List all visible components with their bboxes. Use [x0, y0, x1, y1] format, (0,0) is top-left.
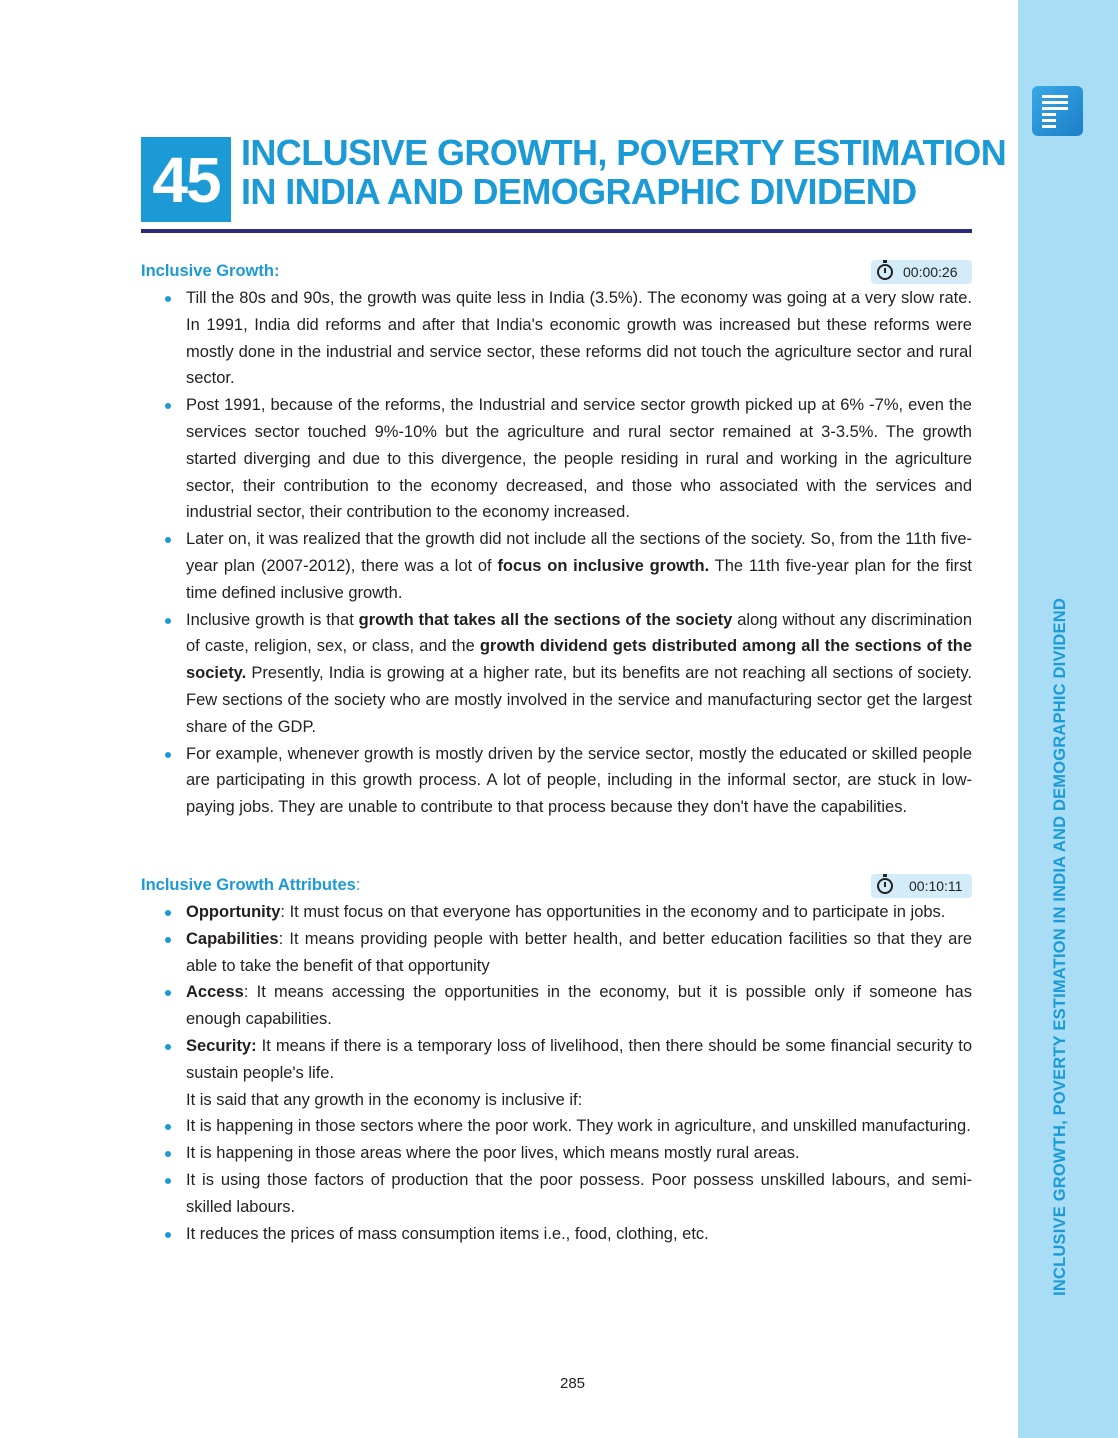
- attributes-list: [186, 899, 972, 1247]
- text: It means if there is a temporary loss of livelihood, then there should be some financial security to sustain people's life.: [186, 1036, 972, 1082]
- bold-text: growth dividend gets distributed among all the sections of the society.: [186, 637, 972, 683]
- list-item: [186, 899, 972, 926]
- chapter-sidebar: [1018, 0, 1118, 1438]
- timestamp-text: 00:00:26: [903, 264, 958, 280]
- list-item: It is happening in those areas where the poor lives, which means mostly rural areas.: [186, 1140, 972, 1167]
- list-item: [186, 926, 972, 980]
- text: : It means providing people with better health, and better education facilities so that they are able to take the benefit of that opportunity: [186, 929, 972, 975]
- list-item: [186, 1033, 972, 1087]
- bold-text: Opportunity: [186, 903, 281, 921]
- section-heading: Inclusive Growth:: [141, 262, 280, 280]
- chapter-title-line: IN INDIA AND DEMOGRAPHIC DIVIDEND: [241, 171, 917, 212]
- stopwatch-icon: [877, 264, 893, 280]
- list-item: It is happening in those sectors where the poor work. They work in agriculture, and unskilled manufacturing.: [186, 1113, 972, 1140]
- list-item: [186, 607, 972, 741]
- text: along without any discrimination of caste, religion, sex, or class, and the: [186, 610, 972, 656]
- text: : It must focus on that everyone has opportunities in the economy and to participate in jobs.: [280, 903, 946, 921]
- video-timestamp[interactable]: [871, 260, 972, 284]
- stopwatch-icon: [877, 878, 893, 894]
- bold-text: focus on inclusive growth.: [497, 556, 710, 575]
- text: : It means accessing the opportunities in the economy, but it is possible only if someone has enough capabilities.: [186, 983, 972, 1029]
- section-heading: [141, 876, 360, 895]
- list-item: [186, 526, 972, 606]
- bold-text: growth that takes all the sections of the society: [358, 610, 733, 629]
- chapter-number: 45: [141, 137, 231, 222]
- list-item: It reduces the prices of mass consumption items i.e., food, clothing, etc.: [186, 1221, 972, 1248]
- video-timestamp[interactable]: [871, 874, 972, 898]
- publisher-logo-icon: [1032, 86, 1083, 136]
- chapter-title-line: INCLUSIVE GROWTH, POVERTY ESTIMATION: [241, 132, 1007, 173]
- heading-colon: :: [355, 876, 361, 894]
- list-item: [186, 979, 972, 1033]
- note-text: It is said that any growth in the economy is inclusive if:: [186, 1090, 583, 1109]
- title-divider: [141, 229, 972, 233]
- list-item: It is using those factors of production that the poor possess. Poor possess unskilled labours, and semi-skilled labours.: [186, 1167, 972, 1221]
- timestamp-text: 00:10:11: [909, 878, 963, 894]
- heading-text: Inclusive Growth Attributes: [141, 876, 356, 894]
- bold-text: Access: [186, 983, 244, 1002]
- text: Presently, India is growing at a higher rate, but its benefits are not reaching all sections of society. Few sections of the society who are mostly involved in the service and manufacturing sector get the largest share of the GDP.: [186, 664, 972, 736]
- page-number: 285: [559, 1375, 586, 1392]
- list-item: Till the 80s and 90s, the growth was quite less in India (3.5%). The economy was going at a very slow rate. In 1991, India did reforms and after that India's economic growth was increased but these reforms were mostly done in the industrial and service sector, these reforms did not touch the agriculture sector and rural sector.: [186, 285, 972, 392]
- sidebar-chapter-title: INCLUSIVE GROWTH, POVERTY ESTIMATION IN INDIA AND DEMOGRAPHIC DIVIDEND: [1051, 598, 1069, 1296]
- bold-text: Capabilities: [186, 929, 279, 948]
- text: The 11th five-year plan for the first time defined inclusive growth.: [186, 556, 972, 602]
- text: Later on, it was realized that the growth did not include all the sections of the society. So, from the 11th five-year plan (2007-2012), there was a lot of: [186, 530, 972, 575]
- chapter-title: [241, 133, 1006, 211]
- text: Inclusive growth is that: [186, 610, 359, 629]
- inclusive-growth-list: [186, 285, 972, 821]
- list-item: For example, whenever growth is mostly driven by the service sector, mostly the educated or skilled people are participating in this growth process. A lot of people, including in the informal sector, are stuck in low-paying jobs. They are unable to contribute to that process because they don't have the capabilities.: [186, 741, 972, 821]
- bold-text: Security:: [186, 1036, 257, 1055]
- list-item: Post 1991, because of the reforms, the Industrial and service sector growth picked up at 6% -7%, even the services sector touched 9%-10% but the agriculture and rural sector remained at 3-3.5%. The growth started diverging and due to this divergence, the people residing in rural and working in the agriculture sector, their contribution to the economy decreased, and those who associated with the services and industrial sector, their contribution to the economy increased.: [186, 392, 972, 526]
